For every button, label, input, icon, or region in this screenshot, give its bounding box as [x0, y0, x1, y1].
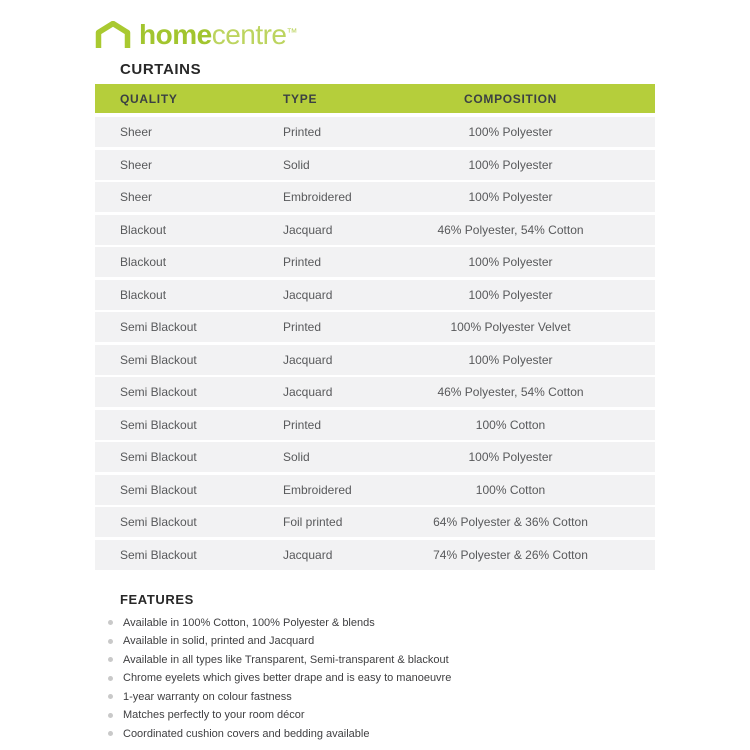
cell-type: Jacquard — [283, 287, 333, 302]
cell-composition: 100% Polyester — [468, 450, 553, 464]
cell-type: Foil printed — [283, 515, 343, 529]
cell-quality: Blackout — [120, 255, 167, 269]
table-row — [95, 540, 655, 570]
cell-composition: 100% Polyester Velvet — [450, 320, 571, 334]
table-row — [95, 475, 655, 505]
cell-quality: Blackout — [120, 222, 167, 237]
feature-item — [95, 632, 655, 651]
feature-text: Coordinated cushion covers and bedding available — [123, 727, 370, 740]
feature-text: Available in all types like Transparent, Semi-transparent & blackout — [123, 653, 449, 666]
feature-item — [95, 614, 655, 633]
cell-composition: 100% Polyester — [468, 157, 553, 172]
table-row — [95, 312, 655, 342]
cell-composition: 100% Polyester — [468, 190, 553, 204]
bullet-icon — [108, 731, 113, 736]
cell-composition: 100% Polyester — [468, 352, 553, 367]
table-row — [95, 280, 655, 310]
cell-type: Jacquard — [283, 547, 333, 562]
table-row — [95, 215, 655, 245]
column-header-type: TYPE — [283, 91, 318, 106]
cell-quality: Sheer — [120, 125, 153, 139]
table-row — [95, 377, 655, 407]
table-row — [95, 410, 655, 440]
cell-type: Printed — [283, 125, 322, 139]
cell-quality: Semi Blackout — [120, 320, 197, 334]
bullet-icon — [108, 676, 113, 681]
feature-item — [95, 706, 655, 725]
cell-quality: Sheer — [120, 190, 153, 204]
cell-type: Embroidered — [283, 190, 352, 204]
cell-quality: Semi Blackout — [120, 450, 197, 464]
cell-quality: Blackout — [120, 287, 167, 302]
logo-home-text: home — [139, 19, 212, 50]
bullet-icon — [108, 657, 113, 662]
page — [95, 0, 655, 743]
cell-type: Printed — [283, 417, 322, 432]
brand-wordmark — [139, 19, 298, 50]
features-title: FEATURES — [120, 591, 194, 607]
cell-quality: Semi Blackout — [120, 547, 197, 562]
column-header-quality: QUALITY — [120, 91, 178, 106]
cell-composition: 100% Polyester — [468, 287, 553, 302]
cell-composition: 74% Polyester & 26% Cotton — [433, 547, 588, 562]
cell-quality: Semi Blackout — [120, 515, 197, 529]
page-title: CURTAINS — [120, 61, 202, 78]
feature-text: Matches perfectly to your room décor — [123, 709, 305, 722]
cell-type: Jacquard — [283, 385, 333, 399]
table-row — [95, 507, 655, 537]
bullet-icon — [108, 639, 113, 644]
cell-composition: 46% Polyester, 54% Cotton — [437, 385, 584, 399]
cell-composition: 100% Cotton — [475, 417, 546, 432]
brand-logo — [95, 21, 655, 48]
feature-item — [95, 651, 655, 670]
table-row — [95, 150, 655, 180]
table-body — [95, 117, 655, 570]
feature-item — [95, 688, 655, 707]
features-list — [95, 614, 655, 744]
cell-composition: 100% Polyester — [468, 255, 553, 269]
cell-quality: Semi Blackout — [120, 482, 197, 497]
feature-text: 1-year warranty on colour fastness — [123, 690, 292, 703]
feature-item — [95, 725, 655, 744]
feature-text: Chrome eyelets which gives better drape and is easy to manoeuvre — [123, 672, 452, 685]
cell-type: Embroidered — [283, 482, 352, 497]
feature-text: Available in 100% Cotton, 100% Polyester & blends — [123, 616, 375, 629]
cell-type: Jacquard — [283, 352, 333, 367]
table-row — [95, 345, 655, 375]
curtains-table — [95, 84, 655, 570]
cell-quality: Semi Blackout — [120, 352, 197, 367]
cell-quality: Semi Blackout — [120, 417, 197, 432]
bullet-icon — [108, 620, 113, 625]
trademark-symbol: ™ — [286, 27, 298, 39]
cell-composition: 64% Polyester & 36% Cotton — [433, 515, 588, 529]
cell-quality: Semi Blackout — [120, 385, 197, 399]
cell-type: Solid — [283, 157, 310, 172]
cell-type: Printed — [283, 255, 322, 269]
cell-quality: Sheer — [120, 157, 153, 172]
feature-item — [95, 669, 655, 688]
cell-composition: 100% Cotton — [475, 482, 546, 497]
bullet-icon — [108, 713, 113, 718]
cell-composition: 46% Polyester, 54% Cotton — [437, 222, 584, 237]
feature-text: Available in solid, printed and Jacquard — [123, 635, 315, 648]
logo-centre-text: centre — [211, 19, 287, 50]
column-header-composition: COMPOSITION — [463, 91, 558, 106]
table-row — [95, 442, 655, 472]
table-row — [95, 182, 655, 212]
house-icon — [95, 21, 131, 48]
bullet-icon — [108, 694, 113, 699]
cell-composition: 100% Polyester — [468, 125, 553, 139]
table-header-row — [95, 84, 655, 113]
table-row — [95, 247, 655, 277]
cell-type: Jacquard — [283, 222, 333, 237]
cell-type: Solid — [283, 450, 310, 464]
table-row — [95, 117, 655, 147]
cell-type: Printed — [283, 320, 322, 334]
